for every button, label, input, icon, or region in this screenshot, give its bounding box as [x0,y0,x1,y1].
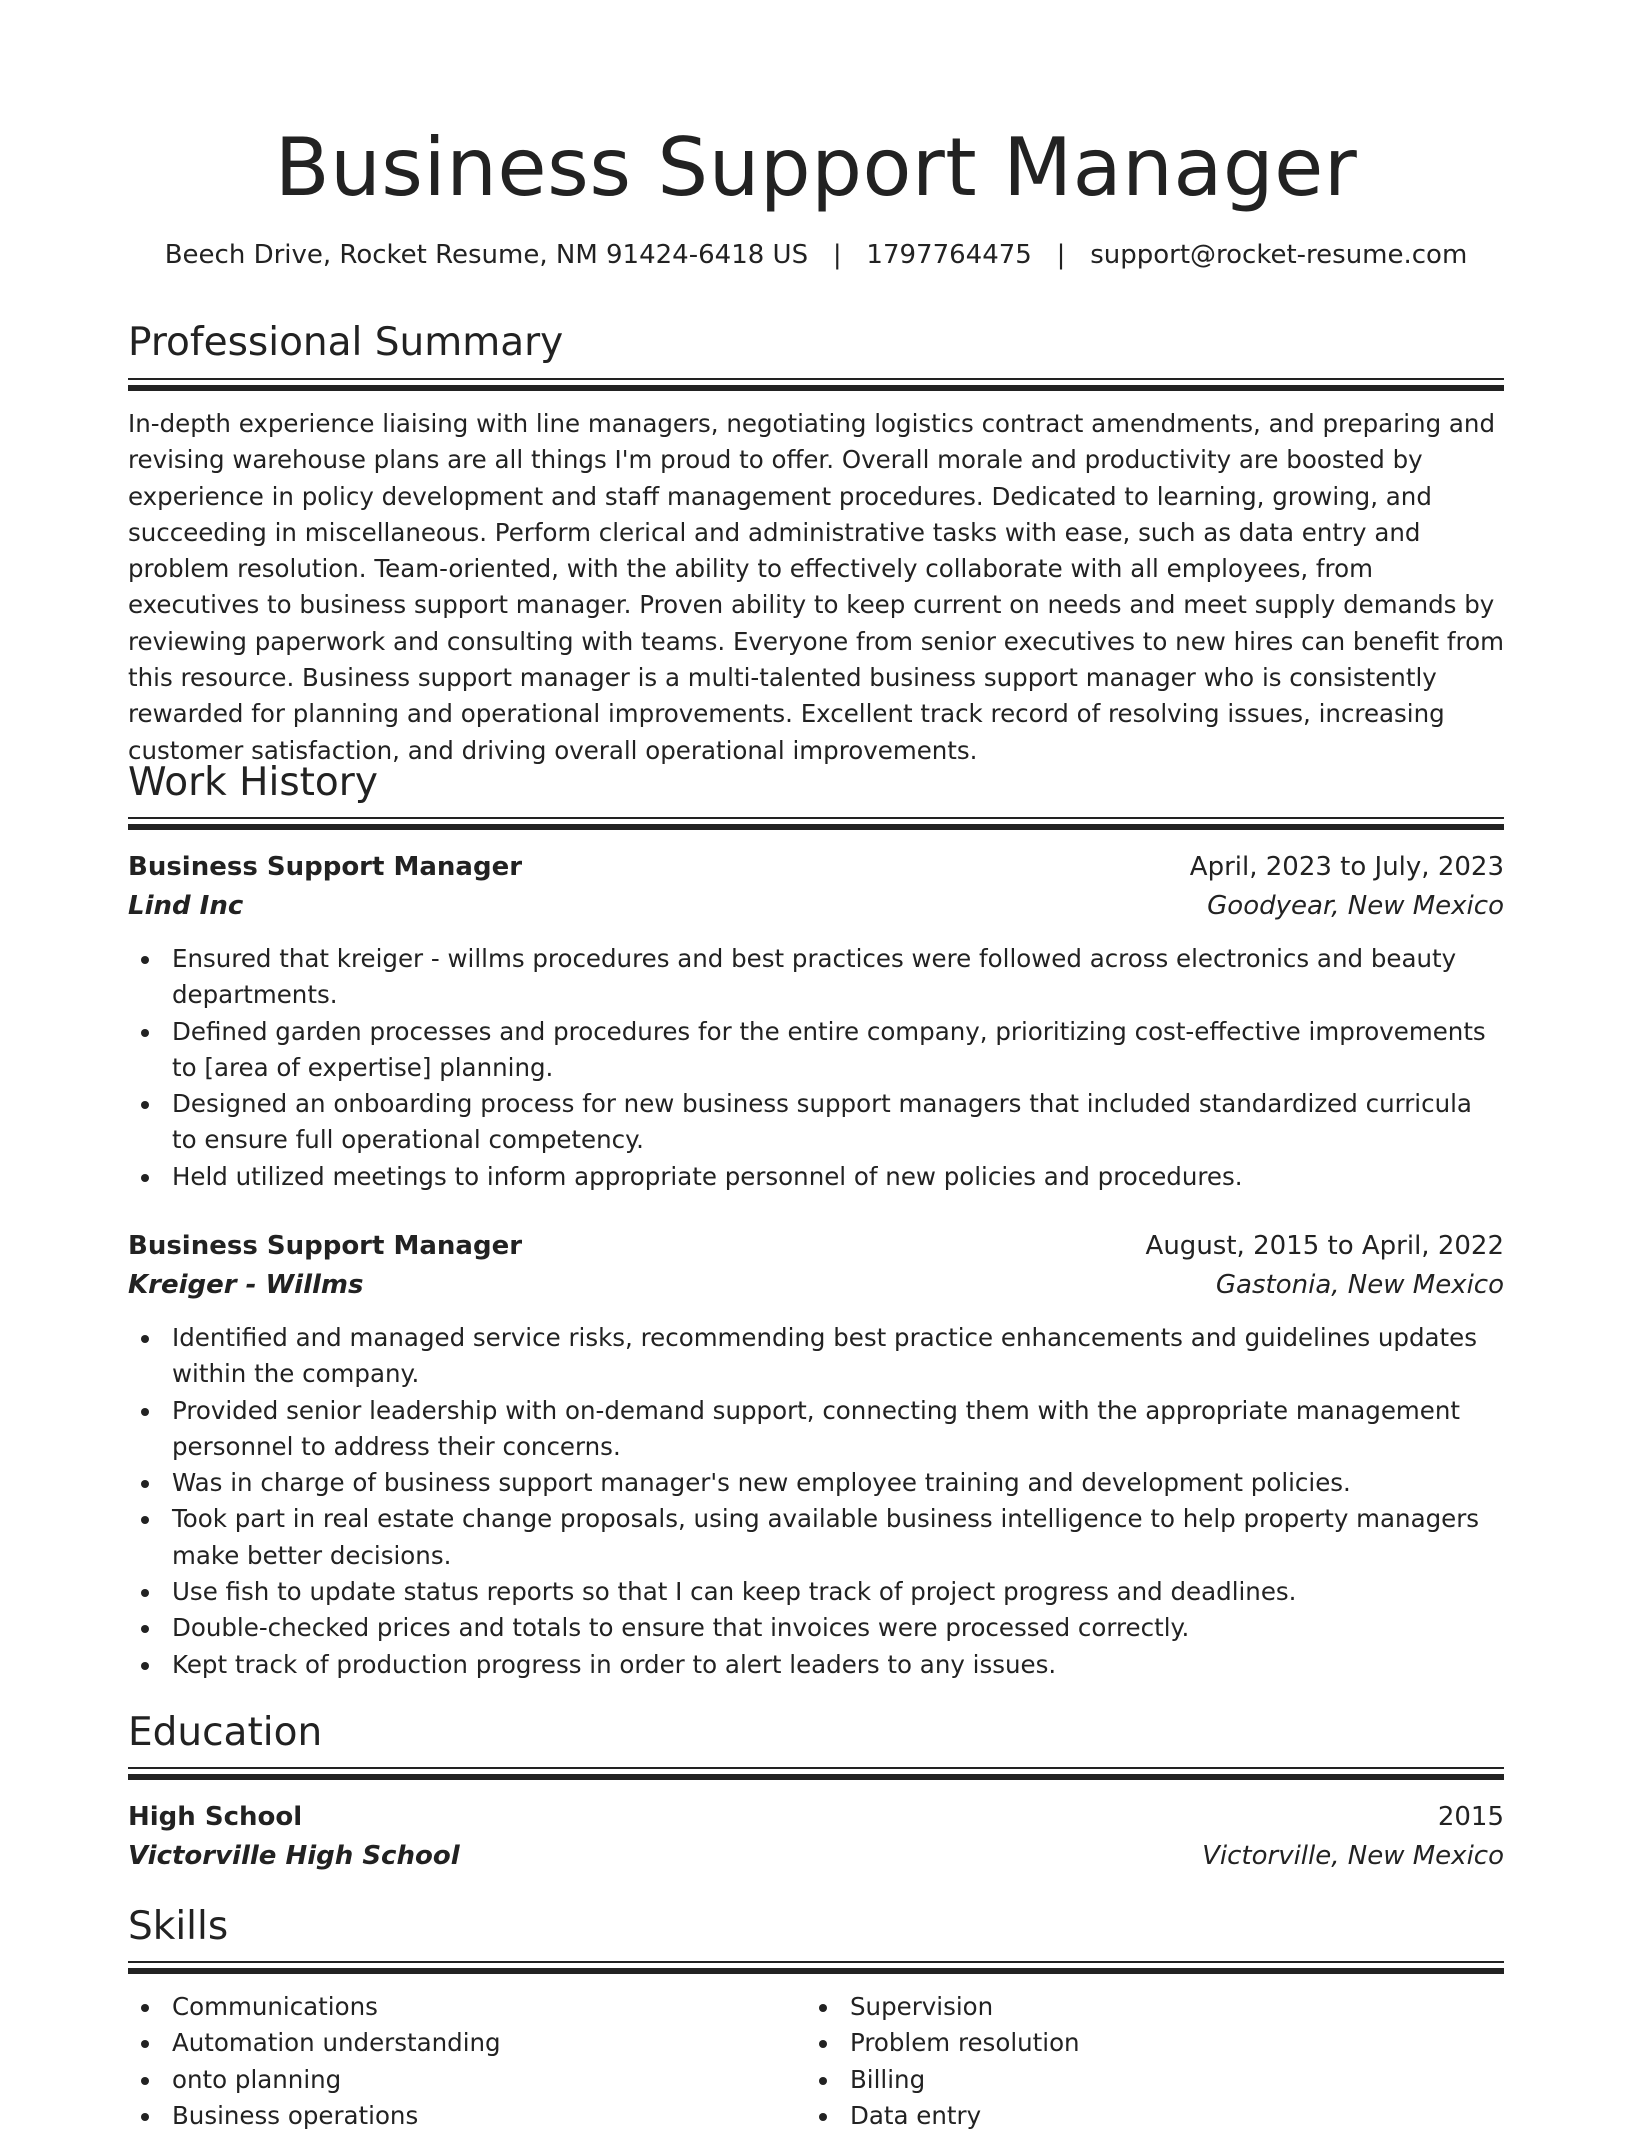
job-header [128,848,1504,886]
list-item: Defined garden processes and procedures for the entire company, prioritizing cost-effective improvements to [area of expertise] planning. [128,1014,1504,1087]
skills-list-right [806,1989,1456,2134]
list-item: Kept track of production progress in order to alert leaders to any issues. [128,1647,1504,1683]
skills-list-left [128,1989,778,2134]
job-header [128,1227,1504,1265]
job-title: Business Support Manager [128,852,523,882]
job-company: Lind Inc [128,891,244,921]
job-title: Business Support Manager [128,1231,523,1261]
skill-item: Communications [128,1989,778,2025]
section-divider [128,1961,1504,1976]
summary-text: In-depth experience liaising with line managers, negotiating logistics contract amendments, and preparing and revising warehouse plans are all things I'm proud to offer. Overall morale and productivity are boosted by experience in policy development and staff management procedures. Dedicated to learning, growing, and succeeding in miscellaneous. Perform clerical and administrative tasks with ease, such as data entry and problem resolution. Team-oriented, with the ability to effectively collaborate with all employees, from executives to business support manager. Proven ability to keep current on needs and meet supply demands by reviewing paperwork and consulting with teams. Everyone from senior executives to new hires can benefit from this resource. Business support manager is a multi-talented business support manager who is consistently rewarded for planning and operational improvements. Excellent track record of resolving issues, increasing customer satisfaction, and driving overall operational improvements. [128,409,1504,765]
list-item: Provided senior leadership with on-demand support, connecting them with the appropriate management personnel to address their concerns. [128,1393,1504,1466]
skill-item: Supervision [806,1989,1456,2025]
list-item: Use fish to update status reports so that I can keep track of project progress and deadlines. [128,1574,1504,1610]
section-divider [128,817,1504,832]
job-dates: April, 2023 to July, 2023 [1189,852,1504,882]
job-location: Gastonia, New Mexico [1215,1270,1504,1300]
skill-item: Business operations [128,2098,778,2134]
section-title-summary: Professional Summary [128,320,564,365]
education-year: 2015 [1437,1802,1504,1832]
skill-item: onto planning [128,2062,778,2098]
job-dates: August, 2015 to April, 2022 [1145,1231,1504,1261]
list-item: Identified and managed service risks, recommending best practice enhancements and guidelines updates within the company. [128,1320,1504,1393]
job-bullets [128,1320,1504,1683]
list-item: Double-checked prices and totals to ensure that invoices were processed correctly. [128,1610,1504,1646]
section-title-skills: Skills [128,1904,229,1949]
education-degree: High School [128,1802,303,1832]
list-item: Designed an onboarding process for new business support managers that included standardized curricula to ensure full operational competency. [128,1086,1504,1159]
list-item: Was in charge of business support manager's new employee training and development policies. [128,1465,1504,1501]
list-item: Held utilized meetings to inform appropriate personnel of new policies and procedures. [128,1159,1504,1195]
skill-item: Data entry [806,2098,1456,2134]
job-company: Kreiger - Willms [128,1270,364,1300]
education-location: Victorville, New Mexico [1202,1841,1504,1871]
resume-name: Business Support Manager [274,121,1358,214]
skill-item: Billing [806,2062,1456,2098]
contact-line: Beech Drive, Rocket Resume, NM 91424-6418 US | 1797764475 | support@rocket-resume.com [164,240,1468,270]
section-title-work: Work History [128,760,378,805]
job-subheader [128,1266,1504,1304]
list-item: Took part in real estate change proposals, using available business intelligence to help property managers make better decisions. [128,1501,1504,1574]
skill-item: Automation understanding [128,2025,778,2061]
section-divider [128,1767,1504,1782]
section-title-education: Education [128,1710,323,1755]
education-school: Victorville High School [128,1841,460,1871]
skill-item: Problem resolution [806,2025,1456,2061]
section-divider [128,378,1504,393]
job-location: Goodyear, New Mexico [1207,891,1504,921]
job-subheader [128,887,1504,925]
education-header [128,1798,1504,1836]
list-item: Ensured that kreiger - willms procedures and best practices were followed across electronics and beauty departments. [128,941,1504,1014]
education-subheader [128,1837,1504,1875]
job-bullets [128,941,1504,1195]
